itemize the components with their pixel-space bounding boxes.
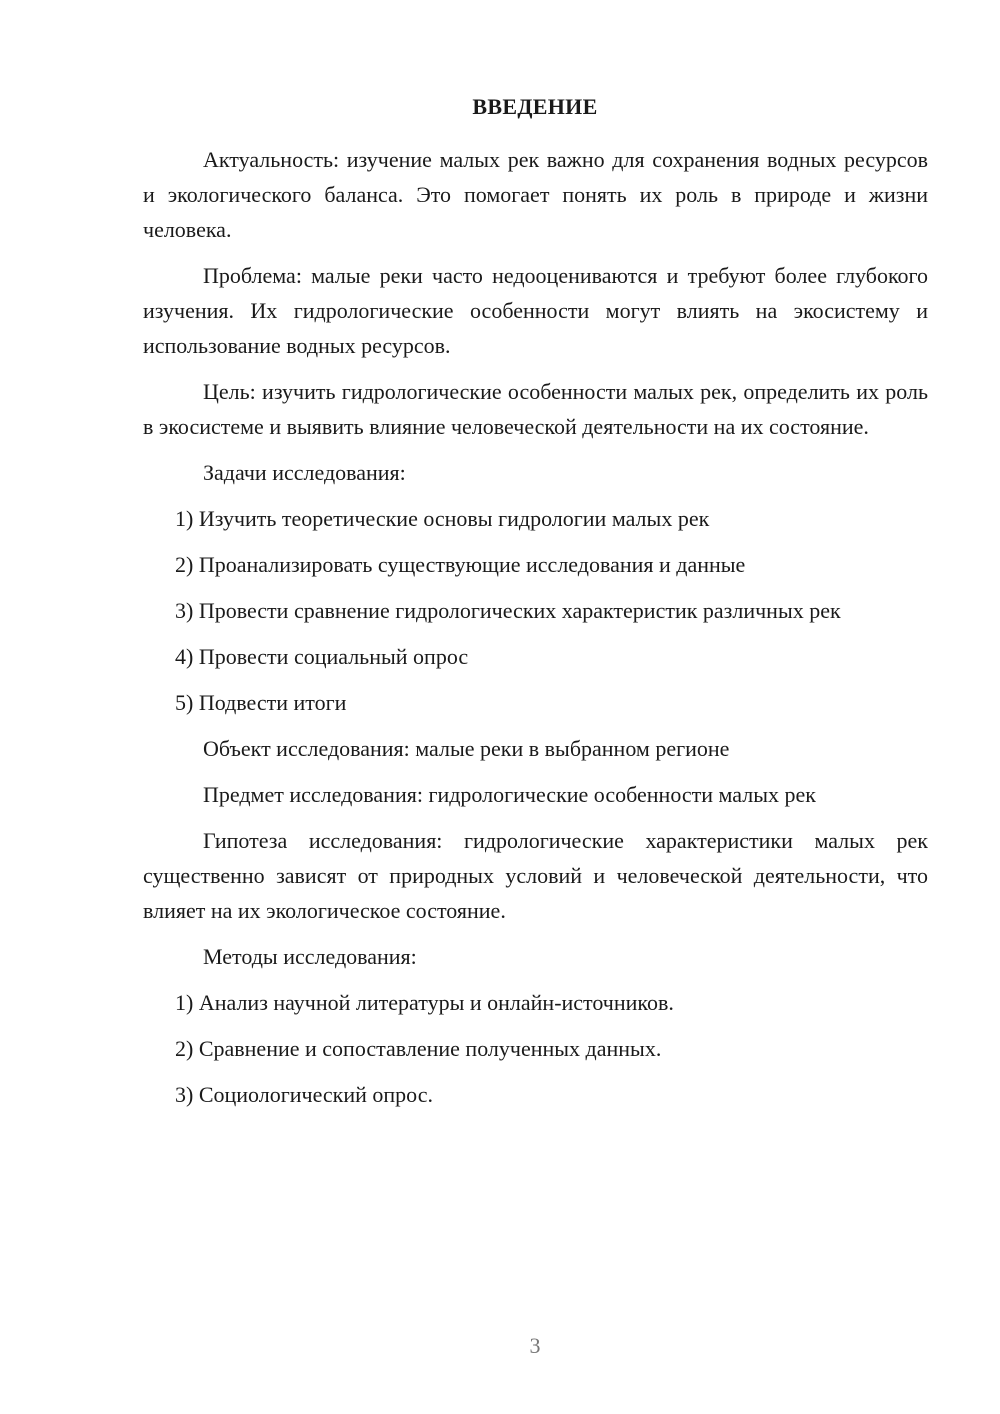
document-body (143, 142, 928, 1123)
task-item: 3) Провести сравнение гидрологических характеристик различных рек (175, 598, 841, 623)
subject-paragraph: Предмет исследования: гидрологические особенности малых рек (203, 782, 816, 807)
page-title: ВВЕДЕНИЕ (472, 94, 598, 119)
problem-paragraph: Проблема: малые реки часто недооцениваются и требуют более глубокого изучения. Их гидрологические особенности могут влиять на экосистему и использование водных ресурсов. (143, 263, 928, 358)
task-item: 4) Провести социальный опрос (175, 644, 469, 669)
task-item: 5) Подвести итоги (175, 690, 347, 715)
object-paragraph: Объект исследования: малые реки в выбранном регионе (203, 736, 730, 761)
goal-paragraph: Цель: изучить гидрологические особенности малых рек, определить их роль в экосистеме и выявить влияние человеческой деятельности на их состояние. (143, 379, 928, 439)
task-item: 1) Изучить теоретические основы гидрологии малых рек (175, 506, 710, 531)
hypothesis-paragraph: Гипотеза исследования: гидрологические характеристики малых рек существенно зависят от природных условий и человеческой деятельности, что влияет на их экологическое состояние. (143, 828, 928, 923)
relevance-paragraph: Актуальность: изучение малых рек важно для сохранения водных ресурсов и экологического баланса. Это помогает понять их роль в природе и жизни человека. (143, 147, 928, 242)
method-item: 2) Сравнение и сопоставление полученных данных. (175, 1036, 662, 1061)
tasks-title: Задачи исследования: (203, 460, 406, 485)
method-item: 3) Социологический опрос. (175, 1082, 433, 1107)
methods-title: Методы исследования: (203, 944, 417, 969)
tasks-list (143, 501, 928, 720)
page-number: 3 (529, 1333, 541, 1358)
method-item: 1) Анализ научной литературы и онлайн-источников. (175, 990, 674, 1015)
methods-list (143, 985, 928, 1112)
task-item: 2) Проанализировать существующие исследования и данные (175, 552, 746, 577)
